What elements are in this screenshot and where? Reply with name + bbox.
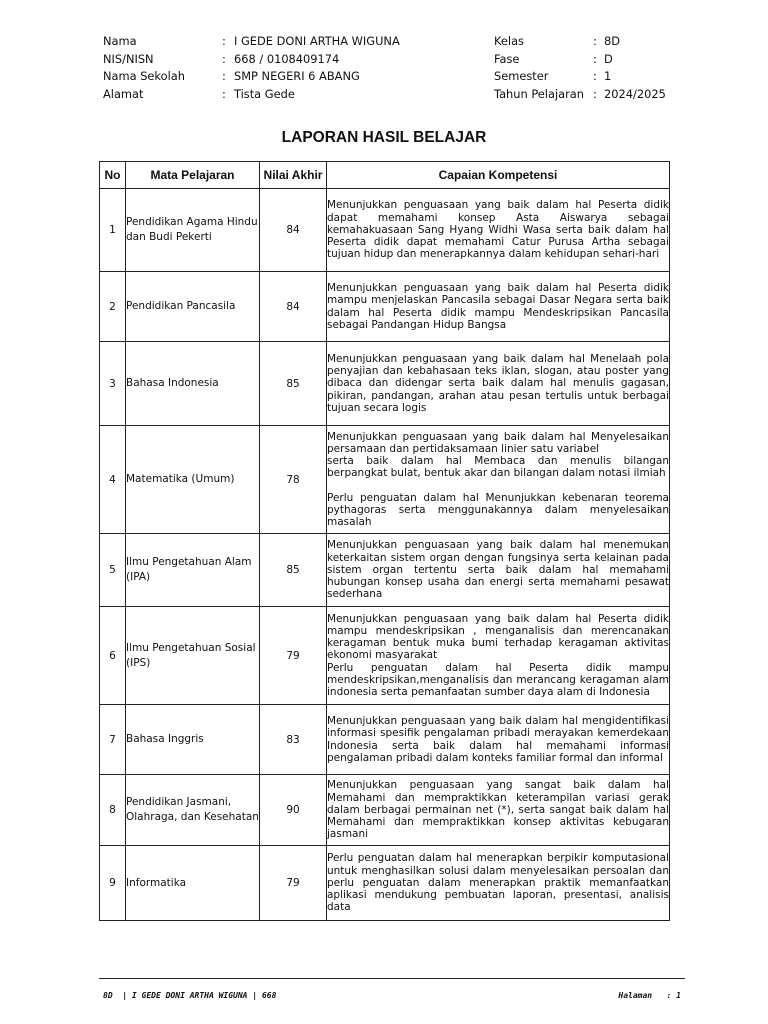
table-row (100, 534, 670, 607)
table-row (100, 189, 670, 272)
info-value: I GEDE DONI ARTHA WIGUNA (234, 34, 400, 48)
final-score: 84 (260, 272, 327, 342)
competency-cell (327, 342, 670, 426)
row-number: 1 (100, 189, 126, 272)
final-score: 85 (260, 342, 327, 426)
footer-divider (99, 978, 685, 979)
competency-text: Menunjukkan penguasaan yang baik dalam hal Menelaah pola penyajian dan kebahasaan teks iklan, slogan, atau poster yang dibaca dan didengar serta baik dalam hal menulis gagasan, pikiran, pandangan, arahan atau pesan tertulis untuk berbagai tujuan secara logis (327, 352, 669, 414)
info-label: NIS/NISN (103, 51, 154, 66)
column-header-competency: Capaian Kompetensi (327, 162, 670, 189)
info-separator: : (593, 69, 597, 83)
info-row (103, 51, 400, 69)
subject-name: Bahasa Inggris (126, 705, 260, 775)
info-row (494, 51, 666, 69)
row-number: 7 (100, 705, 126, 775)
competency-cell (327, 705, 670, 775)
competency-cell (327, 846, 670, 921)
row-number: 5 (100, 534, 126, 607)
info-row (103, 86, 400, 104)
competency-cell (327, 534, 670, 607)
table-row (100, 705, 670, 775)
final-score: 79 (260, 846, 327, 921)
competency-text: Menunjukkan penguasaan yang sangat baik dalam hal Memahami dan mempraktikkan keterampilan variasi gerak dalam berbagai permainan net (*), serta sangat baik dalam hal Memahami dan mempraktikkan konsep aktivitas kebugaran jasmani (327, 779, 669, 841)
subject-name: Ilmu Pengetahuan Alam (IPA) (126, 534, 260, 607)
competency-cell (327, 775, 670, 846)
competency-text: Perlu penguatan dalam hal Menunjukkan kebenaran teorema pythagoras serta menggunakannya dalam menyelesaikan masalah (327, 491, 669, 528)
info-separator: : (593, 51, 597, 66)
info-label: Tahun Pelajaran (494, 86, 584, 101)
info-separator: : (222, 51, 226, 66)
table-row (100, 342, 670, 426)
competency-text: Menunjukkan penguasaan yang baik dalam hal Peserta didik mampu menjelaskan Pancasila sebagai Dasar Negara serta baik dalam hal Peserta didik mampu Mendeskripsikan Pancasila sebagai Pandangan Hidup Bangsa (327, 282, 669, 331)
info-value: 8D (604, 34, 621, 48)
footer-student-label: 8D | I GEDE DONI ARTHA WIGUNA | 668 (103, 991, 277, 1000)
column-header-subject: Mata Pelajaran (126, 162, 260, 189)
row-number: 4 (100, 426, 126, 534)
report-title: LAPORAN HASIL BELAJAR (281, 129, 487, 146)
competency-text: Menunjukkan penguasaan yang baik dalam hal Menyelesaikan persamaan dan pertidaksamaan linier satu variabel serta baik dalam hal Membaca dan menulis bilangan berpangkat bulat, bentuk akar dan bilangan dalam notasi ilmiah (327, 430, 669, 480)
info-row (103, 68, 400, 86)
competency-cell (327, 189, 670, 272)
table-header-row (100, 162, 670, 189)
final-score: 85 (260, 534, 327, 607)
competency-cell (327, 272, 670, 342)
final-score: 79 (260, 607, 327, 705)
subject-name: Pendidikan Pancasila (126, 272, 260, 342)
info-separator: : (222, 86, 226, 101)
final-score: 83 (260, 705, 327, 775)
column-header-no: No (100, 162, 126, 189)
info-value: 668 / 0108409174 (234, 51, 340, 66)
info-label: Semester (494, 69, 549, 83)
row-number: 3 (100, 342, 126, 426)
info-label: Nama (103, 34, 137, 48)
info-value: 2024/2025 (604, 86, 666, 101)
final-score: 90 (260, 775, 327, 846)
footer-page-number: Halaman : 1 (618, 991, 681, 1000)
row-number: 6 (100, 607, 126, 705)
competency-text: Menunjukkan penguasaan yang baik dalam hal mengidentifikasi informasi spesifik pengalaman pribadi merayakan kemerdekaan Indonesia serta baik dalam hal memahami informasi pengalaman pribadi dalam konteks familiar formal dan informal (327, 715, 669, 764)
subject-name: Ilmu Pengetahuan Sosial (IPS) (126, 607, 260, 705)
class-info (494, 33, 666, 103)
info-row (103, 33, 400, 51)
info-row (494, 86, 666, 104)
info-row (494, 68, 666, 86)
subject-name: Bahasa Indonesia (126, 342, 260, 426)
table-row (100, 775, 670, 846)
table-row (100, 846, 670, 921)
info-separator: : (222, 69, 226, 83)
final-score: 84 (260, 189, 327, 272)
competency-text: Menunjukkan penguasaan yang baik dalam hal menemukan keterkaitan sistem organ dengan fungsinya serta kelainan pada sistem organ tertentu serta baik dalam hal memahami hubungan konsep usaha dan energi serta memahami pesawat sederhana (327, 539, 669, 601)
subject-name: Informatika (126, 846, 260, 921)
competency-text: Perlu penguatan dalam hal menerapkan berpikir komputasional untuk menghasilkan solusi dalam menyelesaikan persoalan dan perlu penguatan dalam menerapkan praktik memanfaatkan aplikasi mendukung pembuatan laporan, presentasi, analisis data (327, 852, 669, 914)
info-label: Kelas (494, 34, 524, 48)
final-score: 78 (260, 426, 327, 534)
info-label: Nama Sekolah (103, 69, 185, 83)
grades-table (99, 161, 670, 921)
competency-text: Menunjukkan penguasaan yang baik dalam hal Peserta didik dapat memahami konsep Asta Aiswarya sebagai kemahakuasaan Sang Hyang Widhi Wasa serta baik dalam hal Peserta didik dapat memahami Catur Purusa Artha sebagai tujuan hidup dan menerapkannya dalam kehidupan sehari-hari (327, 199, 669, 261)
table-row (100, 607, 670, 705)
competency-cell (327, 426, 670, 534)
info-row (494, 33, 666, 51)
competency-text: Menunjukkan penguasaan yang baik dalam hal Peserta didik mampu mendeskripsikan , menganalisis dan merencanakan keragaman bentuk muka bumi terhadap keragaman aktivitas ekonomi masyarakat Perlu penguatan dalam hal Peserta didik mampu mendeskripsikan,menganalisis dan merancang keragaman alam indonesia serta pemanfaatan sumber daya alam di Indonesia (327, 612, 669, 698)
info-value: Tista Gede (234, 86, 295, 101)
info-value: 1 (604, 69, 612, 83)
info-separator: : (222, 34, 226, 48)
subject-name: Matematika (Umum) (126, 426, 260, 534)
info-value: SMP NEGERI 6 ABANG (234, 69, 360, 83)
table-row (100, 272, 670, 342)
subject-name: Pendidikan Agama Hindu dan Budi Pekerti (126, 189, 260, 272)
info-separator: : (593, 34, 597, 48)
row-number: 8 (100, 775, 126, 846)
paragraph-gap (327, 480, 669, 492)
subject-name: Pendidikan Jasmani, Olahraga, dan Kesehatan (126, 775, 260, 846)
info-value: D (604, 51, 613, 66)
row-number: 2 (100, 272, 126, 342)
column-header-score: Nilai Akhir (260, 162, 327, 189)
competency-cell (327, 607, 670, 705)
student-info (103, 33, 400, 103)
table-row (100, 426, 670, 534)
info-label: Fase (494, 51, 520, 66)
info-label: Alamat (103, 86, 144, 101)
info-separator: : (593, 86, 597, 101)
row-number: 9 (100, 846, 126, 921)
